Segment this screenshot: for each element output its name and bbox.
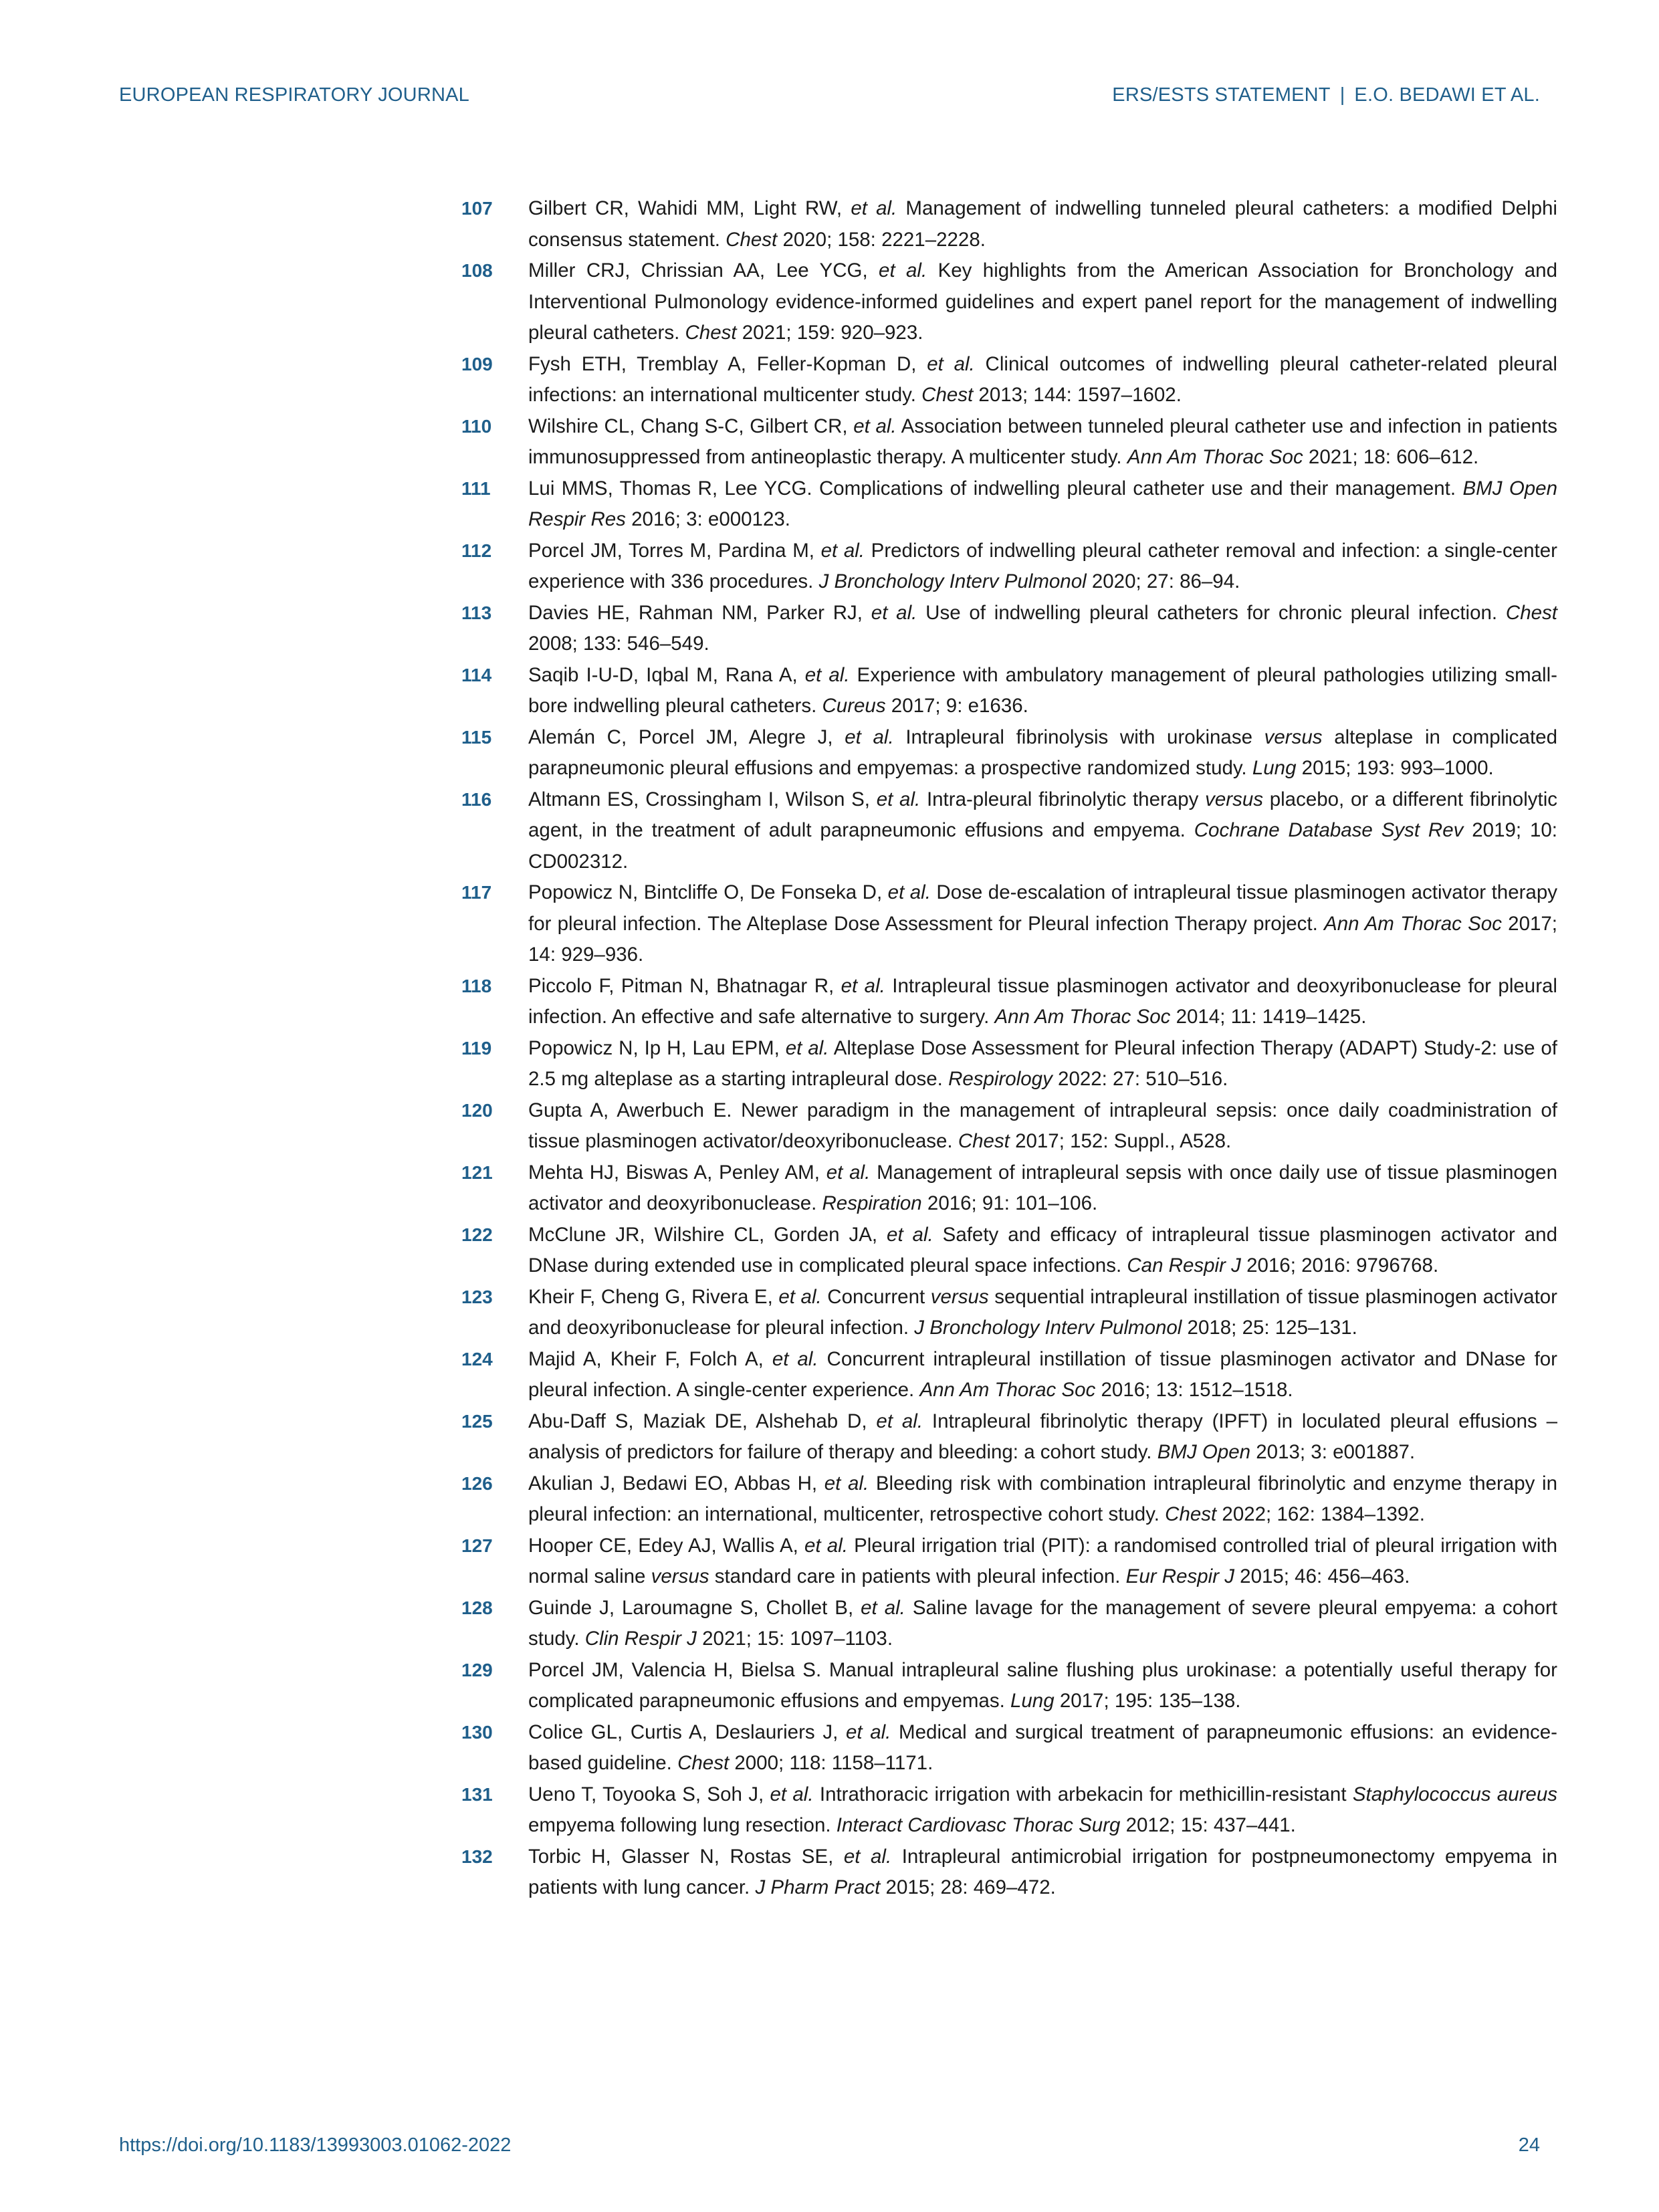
reference-text [528, 877, 1557, 971]
reference-segment: Management of indwelling tunneled pleural catheters: a modified Delphi consensus statement. [528, 197, 1557, 251]
reference-item [461, 784, 1557, 878]
reference-item [461, 598, 1557, 660]
reference-segment: Kheir F, Cheng G, Rivera E, [528, 1285, 779, 1308]
reference-italic-segment: Lung [1010, 1690, 1055, 1712]
reference-segment: Fysh ETH, Tremblay A, Feller-Kopman D, [528, 352, 927, 375]
reference-segment: 2021; 159: 920–923. [736, 322, 923, 344]
reference-item [461, 411, 1557, 473]
reference-segment: 2017; 195: 135–138. [1054, 1690, 1241, 1712]
reference-segment: Guinde J, Laroumagne S, Chollet B, [528, 1596, 861, 1619]
reference-segment: Majid A, Kheir F, Folch A, [528, 1347, 772, 1370]
reference-number: 126 [461, 1472, 493, 1494]
reference-number: 122 [461, 1224, 493, 1245]
reference-italic-segment: Ann Am Thorac Soc [1324, 912, 1502, 935]
reference-number: 117 [461, 882, 492, 903]
reference-text [528, 1344, 1557, 1406]
reference-list [461, 193, 1557, 1904]
reference-number: 118 [461, 975, 492, 996]
reference-italic-segment: et al. [887, 881, 931, 903]
reference-italic-segment: et al. [841, 974, 885, 997]
reference-segment: Saline lavage for the management of severe pleural empyema: a cohort study. [528, 1596, 1557, 1650]
reference-text [528, 536, 1557, 598]
reference-number: 131 [461, 1783, 493, 1805]
reference-segment: Intra-pleural fibrinolytic therapy [920, 788, 1206, 810]
reference-item [461, 255, 1557, 349]
reference-segment: 2016; 2016: 9796768. [1240, 1254, 1439, 1277]
reference-italic-segment: J Pharm Pract [755, 1876, 881, 1898]
reference-segment: 2021; 18: 606–612. [1303, 446, 1479, 468]
reference-item [461, 1779, 1557, 1842]
reference-number: 123 [461, 1286, 493, 1307]
reference-italic-segment: Cureus [822, 695, 886, 717]
reference-segment: Safety and efficacy of intrapleural tissue plasminogen activator and DNase during extended use in complicated pleural space infections. [528, 1223, 1557, 1277]
reference-item [461, 1344, 1557, 1406]
page-number: 24 [1518, 2134, 1540, 2156]
reference-number: 107 [461, 198, 493, 219]
reference-segment: Alteplase Dose Assessment for Pleural infection Therapy (ADAPT) Study-2: use of 2.5 mg alteplase as a starting intrapleural dose. [528, 1036, 1557, 1090]
reference-italic-segment: Cochrane Database Syst Rev [1194, 819, 1464, 841]
reference-segment: Management of intrapleural sepsis with once daily use of tissue plasminogen activator and deoxyribonuclease. [528, 1161, 1557, 1214]
reference-item [461, 1406, 1557, 1468]
reference-italic-segment: Chest [726, 228, 778, 251]
reference-segment: 2014; 11: 1419–1425. [1170, 1006, 1367, 1028]
reference-item [461, 1531, 1557, 1593]
reference-text [528, 1593, 1557, 1655]
reference-italic-segment: et al. [845, 1721, 891, 1743]
reference-item [461, 1033, 1557, 1095]
reference-segment: 2016; 13: 1512–1518. [1095, 1379, 1293, 1401]
reference-segment: Gupta A, Awerbuch E. Newer paradigm in the management of intrapleural sepsis: once daily coadministration of tissue plasminogen activator/deoxyribonuclease. [528, 1099, 1557, 1152]
reference-segment: 2021; 15: 1097–1103. [696, 1628, 893, 1650]
reference-segment: Colice GL, Curtis A, Deslauriers J, [528, 1721, 846, 1743]
reference-italic-segment: et al. [770, 1783, 814, 1805]
running-head [1112, 84, 1540, 106]
reference-text [528, 255, 1557, 349]
journal-name: EUROPEAN RESPIRATORY JOURNAL [119, 84, 469, 106]
reference-italic-segment: Chest [958, 1130, 1010, 1152]
reference-segment: 2012; 15: 437–441. [1120, 1814, 1296, 1836]
reference-text [528, 193, 1557, 255]
reference-segment: Akulian J, Bedawi EO, Abbas H, [528, 1472, 824, 1495]
reference-item [461, 660, 1557, 722]
reference-segment: 2017; 152: Suppl., A528. [1009, 1130, 1232, 1152]
reference-segment: 2008; 133: 546–549. [528, 633, 709, 655]
reference-segment: Abu-Daff S, Maziak DE, Alshehab D, [528, 1410, 877, 1432]
reference-segment: Intrapleural tissue plasminogen activator and deoxyribonuclease for pleural infection. An effective and safe alternative to surgery. [528, 974, 1557, 1028]
reference-italic-segment: Ann Am Thorac Soc [994, 1006, 1171, 1028]
reference-segment: Concurrent intrapleural instillation of tissue plasminogen activator and DNase for pleural infection. A single-center experience. [528, 1347, 1557, 1401]
reference-item [461, 1593, 1557, 1655]
reference-segment: Intrapleural fibrinolytic therapy (IPFT) in loculated pleural effusions – analysis of predictors for failure of therapy and bleeding: a cohort study. [528, 1410, 1557, 1463]
doi-link[interactable]: https://doi.org/10.1183/13993003.01062-2022 [119, 2134, 512, 2156]
reference-italic-segment: Eur Respir J [1125, 1565, 1234, 1587]
reference-segment: Intrapleural antimicrobial irrigation for postpneumonectomy empyema in patients with lung cancer. [528, 1845, 1557, 1898]
reference-segment: Experience with ambulatory management of pleural pathologies utilizing small-bore indwelling pleural catheters. [528, 663, 1557, 717]
reference-segment: 2017; 9: e1636. [885, 695, 1028, 717]
page-footer [119, 2134, 1540, 2161]
reference-segment: Use of indwelling pleural catheters for chronic pleural infection. [917, 601, 1506, 624]
reference-italic-segment: J Bronchology Interv Pulmonol [818, 570, 1087, 592]
reference-segment: 2017; 14: 929–936. [528, 912, 1557, 966]
reference-segment: Popowicz N, Bintcliffe O, De Fonseka D, [528, 881, 888, 903]
reference-segment: empyema following lung resection. [528, 1814, 837, 1836]
reference-number: 108 [461, 260, 493, 281]
reference-segment: standard care in patients with pleural infection. [709, 1565, 1126, 1587]
reference-segment: Hooper CE, Edey AJ, Wallis A, [528, 1534, 805, 1557]
reference-number: 127 [461, 1535, 493, 1556]
reference-segment: Predictors of indwelling pleural catheter removal and infection: a single-center experience with 336 procedures. [528, 539, 1557, 592]
reference-italic-segment: et al. [879, 259, 927, 282]
author-label: E.O. BEDAWI ET AL. [1354, 84, 1540, 106]
reference-segment: 2022; 162: 1384–1392. [1216, 1503, 1425, 1525]
reference-segment: 2016; 3: e000123. [625, 508, 790, 530]
reference-number: 130 [461, 1721, 493, 1743]
reference-text [528, 598, 1557, 660]
reference-number: 121 [461, 1162, 493, 1183]
reference-number: 128 [461, 1597, 493, 1618]
reference-text [528, 660, 1557, 722]
reference-segment: Davies HE, Rahman NM, Parker RJ, [528, 601, 871, 624]
reference-segment: 2016; 91: 101–106. [921, 1192, 1098, 1214]
reference-segment: 2020; 27: 86–94. [1086, 570, 1240, 592]
reference-segment: Medical and surgical treatment of parapneumonic effusions: an evidence-based guideline. [528, 1721, 1557, 1774]
reference-italic-segment: BMJ Open Respir Res [528, 477, 1557, 530]
reference-segment: placebo, or a different fibrinolytic agent, in the treatment of adult parapneumonic effusions and empyema. [528, 788, 1558, 841]
reference-italic-segment: et al. [772, 1347, 818, 1370]
reference-segment: Wilshire CL, Chang S-C, Gilbert CR, [528, 415, 854, 437]
reference-text [528, 411, 1557, 473]
reference-item [461, 1842, 1557, 1904]
reference-segment: Intrathoracic irrigation with arbekacin for methicillin-resistant [813, 1783, 1353, 1805]
reference-segment: 2013; 3: e001887. [1250, 1441, 1416, 1463]
reference-italic-segment: Chest [677, 1752, 730, 1774]
reference-text [528, 1655, 1557, 1717]
reference-italic-segment: Respiration [822, 1192, 922, 1214]
reference-number: 115 [461, 726, 492, 748]
reference-segment: 2013; 144: 1597–1602. [973, 384, 1182, 406]
reference-segment: Ueno T, Toyooka S, Soh J, [528, 1783, 770, 1805]
reference-italic-segment: et al. [804, 1534, 848, 1557]
reference-italic-segment: et al. [845, 726, 894, 748]
reference-number: 125 [461, 1410, 493, 1432]
reference-number: 129 [461, 1659, 493, 1680]
reference-number: 124 [461, 1348, 493, 1369]
reference-italic-segment: et al. [927, 352, 975, 375]
reference-italic-segment: versus [651, 1565, 709, 1587]
reference-text [528, 473, 1557, 536]
reference-number: 110 [461, 415, 492, 437]
reference-number: 132 [461, 1846, 493, 1867]
reference-item [461, 1157, 1557, 1220]
reference-italic-segment: et al. [871, 601, 917, 624]
reference-italic-segment: BMJ Open [1157, 1441, 1251, 1463]
reference-segment: 2022: 27: 510–516. [1052, 1068, 1228, 1090]
reference-italic-segment: Chest [921, 384, 974, 406]
header-separator: | [1339, 84, 1345, 106]
reference-segment: 2015; 28: 469–472. [880, 1876, 1056, 1898]
reference-segment: Popowicz N, Ip H, Lau EPM, [528, 1036, 786, 1059]
reference-segment: Key highlights from the American Association for Bronchology and Interventional Pulmonology evidence-informed guidelines and expert panel report for the management of indwelling pleural catheters. [528, 259, 1557, 344]
reference-italic-segment: Can Respir J [1127, 1254, 1241, 1277]
reference-italic-segment: et al. [851, 197, 897, 219]
reference-number: 111 [461, 477, 491, 499]
reference-italic-segment: Respirology [948, 1068, 1053, 1090]
reference-number: 119 [461, 1037, 492, 1059]
reference-text [528, 1406, 1557, 1468]
reference-italic-segment: J Bronchology Interv Pulmonol [914, 1317, 1182, 1339]
reference-segment: 2015; 46: 456–463. [1234, 1565, 1410, 1587]
reference-number: 109 [461, 353, 493, 374]
reference-item [461, 193, 1557, 255]
reference-italic-segment: Chest [1165, 1503, 1217, 1525]
reference-italic-segment: et al. [861, 1596, 905, 1619]
reference-text [528, 349, 1557, 411]
reference-text [528, 971, 1557, 1033]
reference-segment: 2020; 158: 2221–2228. [777, 228, 986, 251]
reference-text [528, 1282, 1557, 1344]
reference-italic-segment: et al. [887, 1223, 933, 1246]
reference-segment: Miller CRJ, Chrissian AA, Lee YCG, [528, 259, 879, 282]
reference-italic-segment: et al. [824, 1472, 869, 1495]
reference-italic-segment: et al. [853, 415, 897, 437]
reference-item [461, 1220, 1557, 1282]
reference-italic-segment: et al. [785, 1036, 829, 1059]
reference-italic-segment: Chest [685, 322, 737, 344]
reference-item [461, 1717, 1557, 1779]
reference-item [461, 1095, 1557, 1157]
reference-item [461, 1282, 1557, 1344]
reference-item [461, 722, 1557, 784]
reference-italic-segment: et al. [843, 1845, 892, 1868]
reference-italic-segment: et al. [820, 539, 865, 562]
reference-text [528, 1531, 1557, 1593]
reference-text [528, 1842, 1557, 1904]
reference-text [528, 1468, 1557, 1531]
reference-segment: Mehta HJ, Biswas A, Penley AM, [528, 1161, 826, 1184]
reference-segment: Alemán C, Porcel JM, Alegre J, [528, 726, 845, 748]
reference-number: 120 [461, 1099, 493, 1121]
section-label: ERS/ESTS STATEMENT [1112, 84, 1331, 106]
reference-segment: alteplase in complicated parapneumonic pleural effusions and empyemas: a prospective randomized study. [528, 726, 1557, 779]
reference-item [461, 1655, 1557, 1717]
reference-text [528, 1095, 1557, 1157]
reference-segment: Association between tunneled pleural catheter use and infection in patients immunosuppressed from antineoplastic therapy. A multicenter study. [528, 415, 1557, 468]
reference-italic-segment: et al. [826, 1161, 871, 1184]
reference-number: 114 [461, 664, 492, 685]
reference-italic-segment: et al. [778, 1285, 822, 1308]
reference-italic-segment: et al. [876, 1410, 923, 1432]
reference-italic-segment: versus [930, 1285, 989, 1308]
reference-item [461, 536, 1557, 598]
reference-number: 113 [461, 602, 492, 623]
reference-italic-segment: et al. [876, 788, 921, 810]
reference-segment: Saqib I-U-D, Iqbal M, Rana A, [528, 663, 805, 686]
reference-segment: Torbic H, Glasser N, Rostas SE, [528, 1845, 844, 1868]
reference-number: 116 [461, 788, 492, 810]
reference-item [461, 349, 1557, 411]
reference-text [528, 722, 1557, 784]
reference-segment: sequential intrapleural instillation of tissue plasminogen activator and deoxyribonuclease for pleural infection. [528, 1285, 1557, 1339]
reference-text [528, 1779, 1557, 1842]
reference-italic-segment: et al. [804, 663, 850, 686]
reference-segment: Concurrent [821, 1285, 931, 1308]
reference-segment: Gilbert CR, Wahidi MM, Light RW, [528, 197, 851, 219]
reference-segment: 2019; 10: CD002312. [528, 819, 1557, 873]
reference-segment: 2015; 193: 993–1000. [1296, 757, 1494, 779]
reference-italic-segment: Ann Am Thorac Soc [1127, 446, 1303, 468]
reference-segment: Dose de-escalation of intrapleural tissue plasminogen activator therapy for pleural infection. The Alteplase Dose Assessment for Pleural infection Therapy project. [528, 881, 1557, 935]
reference-italic-segment: Lung [1252, 757, 1297, 779]
reference-italic-segment: Interact Cardiovasc Thorac Surg [836, 1814, 1121, 1836]
reference-item [461, 971, 1557, 1033]
reference-segment: Bleeding risk with combination intrapleural fibrinolytic and enzyme therapy in pleural infection: an international, multicenter, retrospective cohort study. [528, 1472, 1557, 1525]
reference-text [528, 1717, 1557, 1779]
reference-segment: Clinical outcomes of indwelling pleural catheter-related pleural infections: an international multicenter study. [528, 352, 1557, 406]
reference-italic-segment: versus [1205, 788, 1263, 810]
reference-italic-segment: Clin Respir J [584, 1628, 697, 1650]
reference-item [461, 1468, 1557, 1531]
reference-italic-segment: versus [1264, 726, 1323, 748]
reference-segment: 2018; 25: 125–131. [1182, 1317, 1357, 1339]
reference-segment: Altmann ES, Crossingham I, Wilson S, [528, 788, 877, 810]
reference-italic-segment: Ann Am Thorac Soc [919, 1379, 1096, 1401]
reference-italic-segment: Chest [1505, 601, 1557, 624]
page-header [119, 84, 1540, 111]
reference-segment: McClune JR, Wilshire CL, Gorden JA, [528, 1223, 887, 1246]
reference-segment: Intrapleural fibrinolysis with urokinase [893, 726, 1264, 748]
reference-segment: Porcel JM, Torres M, Pardina M, [528, 539, 821, 562]
reference-item [461, 473, 1557, 536]
reference-text [528, 1220, 1557, 1282]
reference-segment: Piccolo F, Pitman N, Bhatnagar R, [528, 974, 841, 997]
reference-segment: Lui MMS, Thomas R, Lee YCG. Complications of indwelling pleural catheter use and their management. [528, 477, 1463, 500]
reference-italic-segment: Staphylococcus aureus [1352, 1783, 1557, 1805]
reference-number: 112 [461, 540, 492, 561]
reference-item [461, 877, 1557, 971]
reference-segment: Porcel JM, Valencia H, Bielsa S. Manual intrapleural saline flushing plus urokinase: a potentially useful therapy for complicated parapneumonic effusions and empyemas. [528, 1658, 1557, 1712]
reference-text [528, 1033, 1557, 1095]
reference-text [528, 784, 1557, 878]
reference-segment: Pleural irrigation trial (PIT): a randomised controlled trial of pleural irrigation with normal saline [528, 1534, 1557, 1587]
reference-text [528, 1157, 1557, 1220]
reference-segment: 2000; 118: 1158–1171. [729, 1752, 933, 1774]
